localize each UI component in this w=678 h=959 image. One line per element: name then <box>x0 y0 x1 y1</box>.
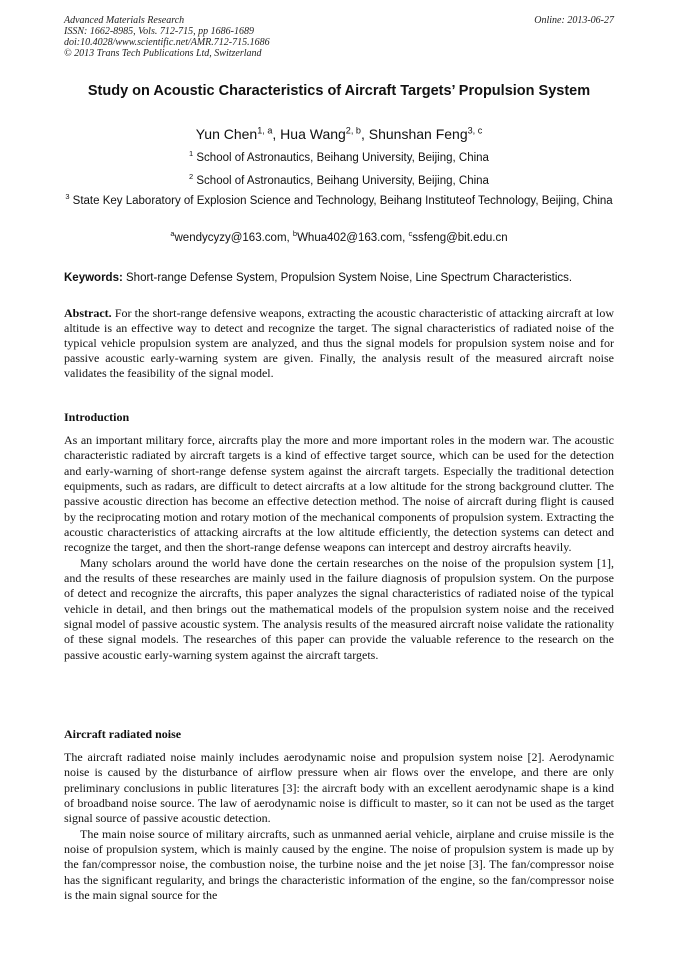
author-sup: 3, c <box>467 125 483 136</box>
section-body <box>64 433 614 663</box>
email-link[interactable]: wendycyzy@163.com <box>174 232 287 244</box>
paragraph: As an important military force, aircrafts play the more and more important roles in the modern war. The acoustic characteristic radiated by aircraft targets is a kind of effective target source, which can be used for the detection and early-warning of short-range defense system against the aircraft targets. Especially the traditional detection equipments, such as radars, are difficult to detect aircrafts at a low altitude for the strong background clutter. The passive acoustic direction has become an effective detection method. The noise of aircraft during flight is caused by the reciprocating motion and rotary motion of the mechanical components of propulsion system. Extracting the acoustic characteristics of attacking aircrafts at the low altitude efficiently, the detection systems can detect and recognize the target, and then the short-range defense weapons can intercept and destroy aircrafts heavily. <box>64 433 614 555</box>
email-list: $^a$wendycyzy@163.com, $^b$Whua402@163.com, $^c$ssfeng@bit.edu.cn <box>170 229 508 244</box>
issn-line: ISSN: 1662-8985, Vols. 712-715, pp 1686-1689 <box>64 26 254 37</box>
section-body <box>64 750 614 903</box>
author-name: Yun Chen <box>195 126 258 142</box>
author-list: Yun Chen$^{1, a}$, Hua Wang$^{2, b}$, Shunshan Feng$^{3, c}$ <box>195 125 483 142</box>
section-heading: Introduction <box>64 410 130 424</box>
abstract-text: For the short-range defensive weapons, extracting the acoustic characteristic of attacking aircraft at low altitude is an effective way to detect and recognize the target. The signal characteristics of radiated noise of the typical vehicle propulsion system are analyzed, and thus the signal models for propulsion system noise and for passive acoustic early-warning system are given. Finally, the analysis result of the measured aircraft noise validates the feasibility of the signal model. <box>64 306 615 380</box>
paper-title: Study on Acoustic Characteristics of Aircraft Targets’ Propulsion System <box>87 83 591 99</box>
doi-line: doi:10.4028/www.scientific.net/AMR.712-715.1686 <box>64 37 270 48</box>
journal-name: Advanced Materials Research <box>64 15 185 26</box>
journal-header <box>64 15 404 59</box>
keywords <box>64 271 616 286</box>
keywords-text: Short-range Defense System, Propulsion System Noise, Line Spectrum Characteristics. <box>126 272 573 284</box>
author-sup: 1, a <box>257 125 273 136</box>
author-sup: 2, b <box>345 125 361 136</box>
paragraph: The aircraft radiated noise mainly includes aerodynamic noise and propulsion system noise [2]. Aerodynamic noise is caused by the disturbance of airflow pressure when air flows over the envelope, and there are only preliminary conclusions in public literatures [3]: the aircraft body with an excellent aerodynamic shape is a kind of broadband noise source. The law of aerodynamic noise is difficult to master, so it can not be used as the target signal source of passive acoustic detection. <box>64 750 614 826</box>
author-name: Shunshan Feng <box>368 126 468 142</box>
email-link[interactable]: ssfeng@bit.edu.cn <box>412 232 508 244</box>
copyright-line: © 2013 Trans Tech Publications Ltd, Switzerland <box>64 48 262 59</box>
abstract <box>64 306 614 381</box>
section-heading: Aircraft radiated noise <box>64 727 182 741</box>
affiliation: $^2$ School of Astronautics, Beihang University, Beijing, China <box>189 172 489 187</box>
affiliation: $^1$ School of Astronautics, Beihang University, Beijing, China <box>189 149 489 164</box>
email-link[interactable]: Whua402@163.com <box>297 232 403 244</box>
author-name: Hua Wang <box>280 126 346 142</box>
keywords-label: Keywords: <box>64 272 123 284</box>
paragraph: The main noise source of military aircrafts, such as unmanned aerial vehicle, airplane and cruise missile is the noise of propulsion system, which is mainly caused by the engine. The noise of propulsion system is made up by the fan/compressor noise, the combustion noise, the turbine noise and the jet noise [3]. The fan/compressor noise has the significant regularity, and brings the characteristic information of the engine, so the fan/compressor noise is the main signal source for the <box>64 826 614 903</box>
online-date: Online: 2013-06-27 <box>534 15 614 26</box>
abstract-label: Abstract. <box>64 306 112 320</box>
affiliation: $^3$ State Key Laboratory of Explosion Science and Technology, Beihang Instituteof Technology, Beijing, China <box>65 192 613 207</box>
paragraph: Many scholars around the world have done the certain researches on the noise of the propulsion system [1], and the results of these researches are mainly used in the failure diagnosis of propulsion system. On the purpose of detect and recognize the aircrafts, this paper analyzes the signal characteristics of radiated noise of the typical vehicle in detail, and then brings out the mathematical models of the propulsion system noise and the received signal model of passive acoustic system. The analysis results of the measured aircraft noise validate the rationality of these signal models. The researches of this paper can provide the valuable reference to the research on the passive acoustic early-warning system against the aircraft targets. <box>64 555 614 662</box>
